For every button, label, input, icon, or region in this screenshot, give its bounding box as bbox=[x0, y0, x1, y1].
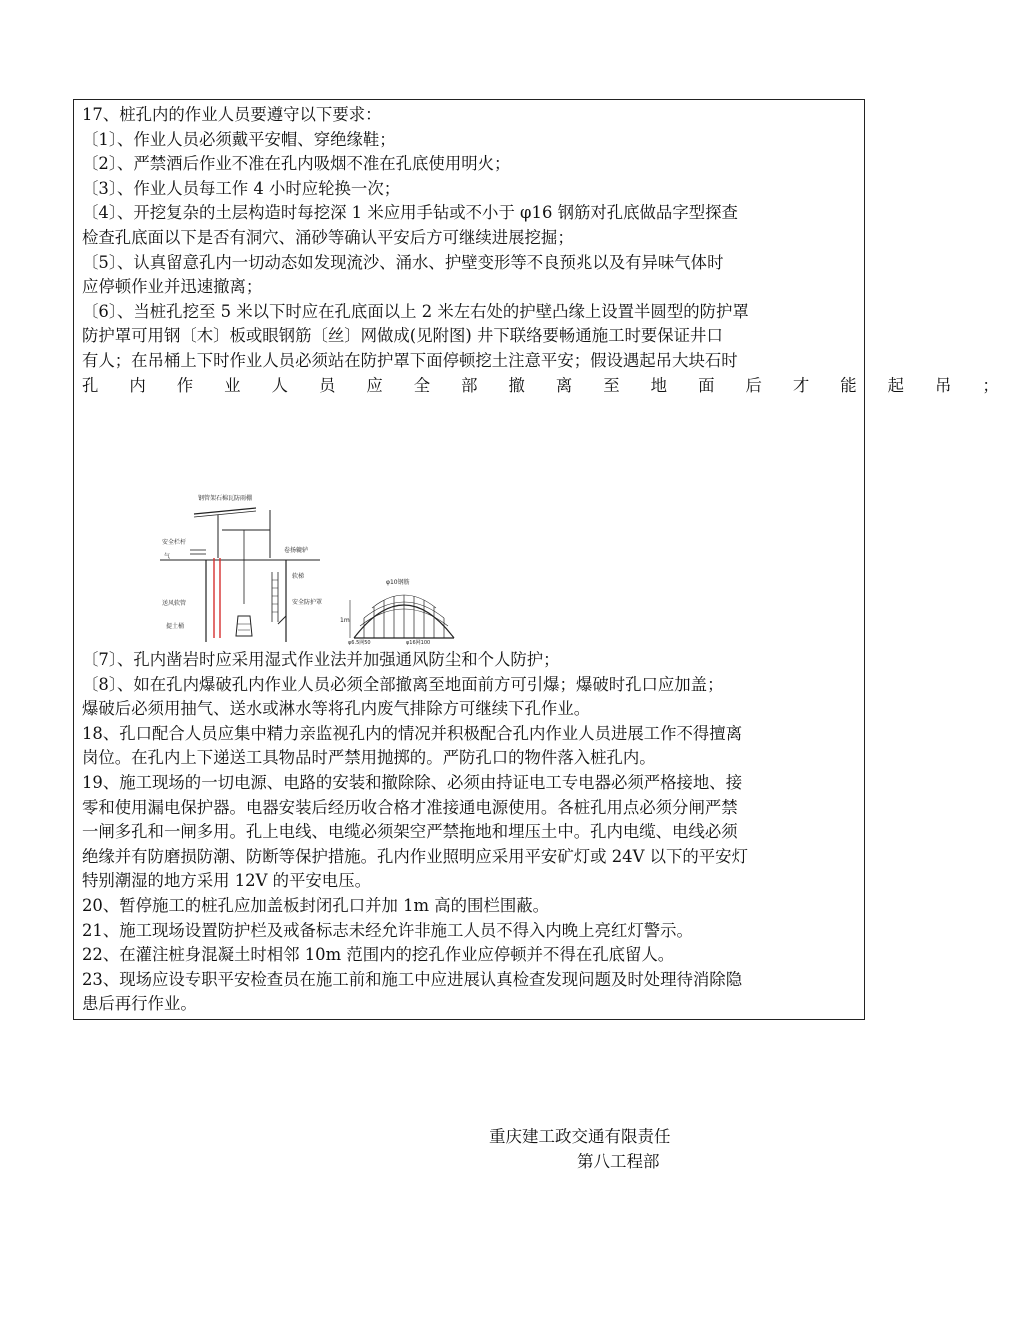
text-line: 零和使用漏电保护器。电器安装后经历收合格才准接通电源使用。各桩孔用点必须分闸严禁 bbox=[82, 797, 738, 817]
height-label: 1m bbox=[340, 617, 350, 624]
text-line: 18、孔口配合人员应集中精力亲监视孔内的情况并积极配合孔内作业人员进展工作不得擅离 bbox=[82, 723, 743, 743]
text-line: 防护罩可用钢〔木〕板或眼钢筋〔丝〕网做成(见附图) 井下联络要畅通施工时要保证井口 bbox=[82, 326, 723, 346]
requirements-lower bbox=[82, 648, 854, 1017]
text-line: 〔4〕、开挖复杂的土层构造时每挖深 1 米应用手钻或不小于 φ16 钢筋对孔底做品字型探查 bbox=[82, 203, 738, 223]
department-name: 第八工程部 bbox=[577, 1152, 660, 1171]
text-line: 21、施工现场设置防护栏及戒备标志未经允许非施工人员不得入内晚上亮红灯警示。 bbox=[82, 920, 693, 940]
text-line: 〔6〕、当桩孔挖至 5 米以下时应在孔底面以上 2 米左右处的护壁凸缘上设置半圆型的防护罩 bbox=[82, 301, 749, 321]
cover-label: 安全防护罩 bbox=[292, 599, 323, 606]
text-line: 有人；在吊桶上下时作业人员必须站在防护罩下面停顿挖土注意平安；假设遇起吊大块石时 bbox=[82, 350, 738, 370]
text-line: 检查孔底面以下是否有洞穴、涌砂等确认平安后方可继续进展挖掘； bbox=[82, 227, 574, 247]
content-table-cell bbox=[73, 99, 1030, 1020]
guardrail-label: 安全栏杆 bbox=[162, 539, 187, 546]
company-name: 重庆建工政交通有限责任 bbox=[489, 1127, 671, 1146]
text-line: 17、桩孔内的作业人员要遵守以下要求： bbox=[82, 105, 382, 124]
gas-label: 气 bbox=[164, 553, 171, 560]
text-line: 23、现场应设专职平安检查员在施工前和施工中应进展认真检查发现问题及时处理待消除隐 bbox=[82, 969, 743, 989]
text-line: 〔7〕、孔内凿岩时应采用湿式作业法并加强通风防尘和个人防护； bbox=[82, 650, 560, 669]
text-line: 〔5〕、认真留意孔内一切动态如发现流沙、涌水、护壁变形等不良预兆以及有异味气体时 bbox=[82, 252, 724, 272]
text-line: 患后再行作业。 bbox=[82, 994, 197, 1014]
hoist-label: 卷扬辘轳 bbox=[284, 547, 309, 554]
text-line: 〔2〕、严禁酒后作业不准在孔内吸烟不准在孔底使用明火； bbox=[82, 154, 511, 174]
text-line-justified: 孔内作业人员应全部撤离至地面后才能起吊； bbox=[82, 375, 1030, 395]
text-line: 〔1〕、作业人员必须戴平安帽、穿绝缘鞋； bbox=[82, 129, 396, 149]
dim-left-label: φ6.5网50 bbox=[348, 640, 371, 646]
ladder-label: 软梯 bbox=[292, 573, 305, 580]
text-line: 22、在灌注桩身混凝土时相邻 10m 范围内的挖孔作业应停顿并不得在孔底留人。 bbox=[82, 945, 675, 965]
dim-right-label: φ16网100 bbox=[406, 640, 431, 646]
rebar-label: φ10钢筋 bbox=[386, 579, 410, 586]
text-line: 应停顿作业并迅速撤离； bbox=[82, 277, 263, 297]
requirements-upper bbox=[82, 103, 1030, 398]
text-line: 20、暂停施工的桩孔应加盖板封闭孔口并加 1m 高的围栏围蔽。 bbox=[82, 895, 550, 915]
text-line: 19、施工现场的一切电源、电路的安装和撤除除、必须由持证电工专电器必须严格接地、接 bbox=[82, 772, 743, 792]
text-line: 〔3〕、作业人员每工作 4 小时应轮换一次； bbox=[82, 178, 401, 198]
bucket-label: 提土桶 bbox=[166, 623, 185, 630]
text-line: 绝缘并有防磨损防潮、防断等保护措施。孔内作业照明应采用平安矿灯或 24V 以下的平安灯 bbox=[82, 846, 748, 866]
pile-hole-protection-diagram bbox=[160, 492, 500, 644]
text-line: 特别潮湿的地方采用 12V 的平安电压。 bbox=[82, 871, 371, 891]
text-line: 〔8〕、如在孔内爆破孔内作业人员必须全部撤离至地面前方可引爆；爆破时孔口应加盖； bbox=[82, 674, 724, 694]
shed-label: 钢管架石棉瓦防雨棚 bbox=[198, 495, 253, 502]
text-line: 一闸多孔和一闸多用。孔上电线、电缆必须架空严禁拖地和埋压土中。孔内电缆、电线必须 bbox=[82, 822, 738, 842]
text-line: 岗位。在孔内上下递送工具物品时严禁用抛掷的。严防孔口的物件落入桩孔内。 bbox=[82, 748, 656, 768]
vent-label: 送风软管 bbox=[162, 600, 187, 607]
text-line: 爆破后必须用抽气、送水或淋水等将孔内废气排除方可继续下孔作业。 bbox=[82, 699, 591, 719]
